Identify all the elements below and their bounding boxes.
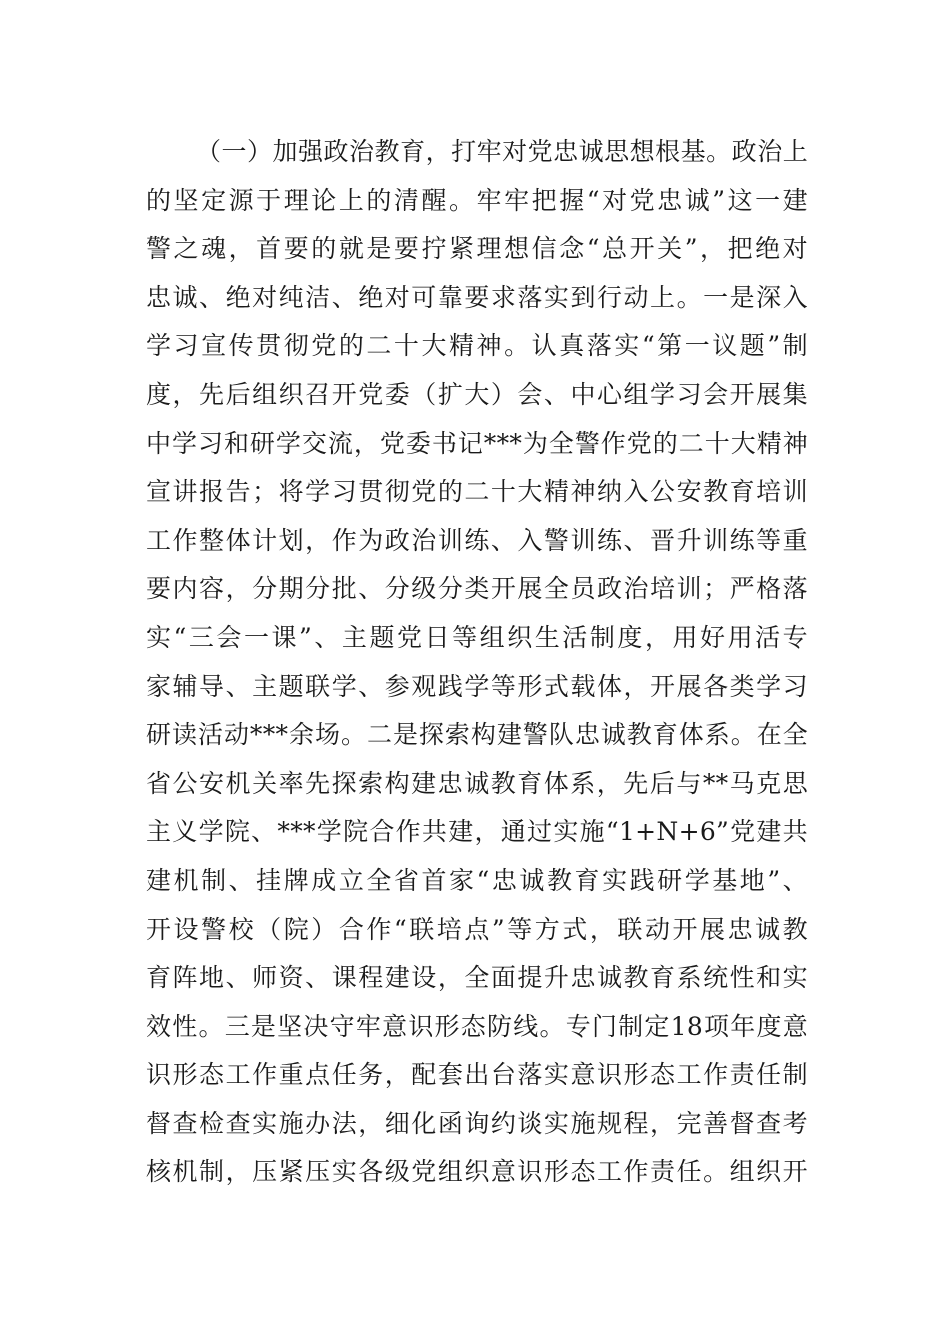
text-line: 度，先后组织召开党委（扩大）会、中心组学习会开展集 bbox=[146, 379, 808, 409]
text-line: 中学习和研学交流，党委书记***为全警作党的二十大精神 bbox=[146, 428, 808, 458]
text-line: 建机制、挂牌成立全省首家“忠诚教育实践研学基地”、 bbox=[146, 865, 808, 895]
text-line: 效性。三是坚决守牢意识形态防线。专门制定18项年度意 bbox=[146, 1011, 808, 1041]
text-line: 主义学院、***学院合作共建，通过实施“1+N+6”党建共 bbox=[146, 817, 808, 847]
text-line: 家辅导、主题联学、参观践学等形式载体，开展各类学习 bbox=[146, 671, 808, 701]
text-line: 开设警校（院）合作“联培点”等方式，联动开展忠诚教 bbox=[146, 914, 808, 944]
text-line: 工作整体计划，作为政治训练、入警训练、晋升训练等重 bbox=[146, 525, 808, 555]
text-line: 省公安机关率先探索构建忠诚教育体系，先后与**马克思 bbox=[146, 768, 808, 798]
text-line: 实“三会一课”、主题党日等组织生活制度，用好用活专 bbox=[146, 622, 808, 652]
text-line: 督查检查实施办法，细化函询约谈实施规程，完善督查考 bbox=[146, 1108, 808, 1138]
text-line: 识形态工作重点任务，配套出台落实意识形态工作责任制 bbox=[146, 1060, 808, 1090]
text-line: 研读活动***余场。二是探索构建警队忠诚教育体系。在全 bbox=[146, 720, 808, 750]
text-line: 宣讲报告；将学习贯彻党的二十大精神纳入公安教育培训 bbox=[146, 477, 808, 507]
text-line: 的坚定源于理论上的清醒。牢牢把握“对党忠诚”这一建 bbox=[146, 185, 808, 215]
text-line: 警之魂，首要的就是要拧紧理想信念“总开关”，把绝对 bbox=[146, 234, 808, 264]
text-line: 要内容，分期分批、分级分类开展全员政治培训；严格落 bbox=[146, 574, 808, 604]
body-paragraph bbox=[146, 128, 808, 1197]
text-line: 核机制，压紧压实各级党组织意识形态工作责任。组织开 bbox=[146, 1157, 808, 1187]
text-line: 忠诚、绝对纯洁、绝对可靠要求落实到行动上。一是深入 bbox=[146, 282, 808, 312]
text-line: （一）加强政治教育，打牢对党忠诚思想根基。政治上 bbox=[196, 137, 808, 166]
text-line: 育阵地、师资、课程建设，全面提升忠诚教育系统性和实 bbox=[146, 963, 808, 993]
text-line: 学习宣传贯彻党的二十大精神。认真落实“第一议题”制 bbox=[146, 331, 808, 361]
